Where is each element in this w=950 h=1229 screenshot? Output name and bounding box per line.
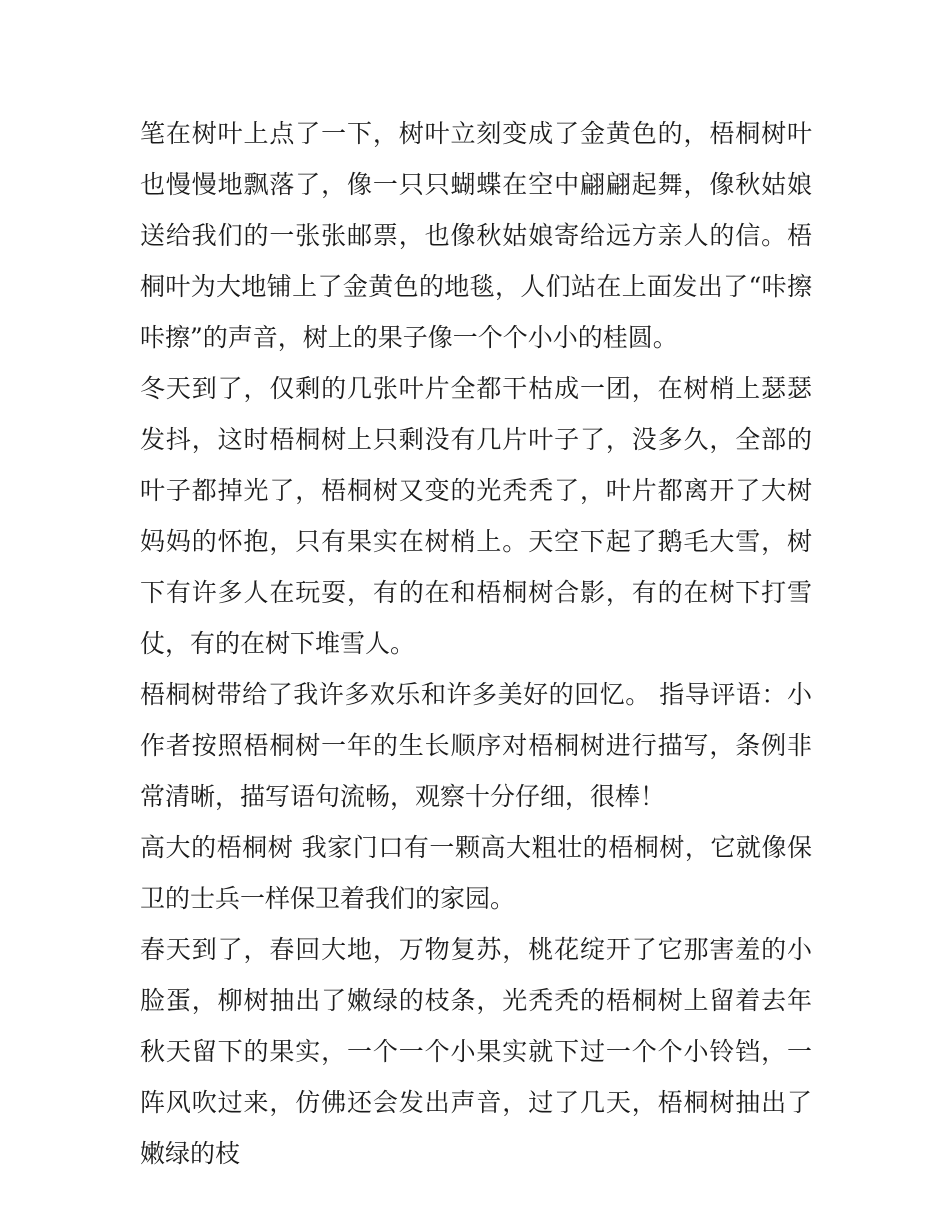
paragraph-comment: 梧桐树带给了我许多欢乐和许多美好的回忆。 指导评语：小作者按照梧桐树一年的生长顺序对梧桐树进行描写，条例非常清晰，描写语句流畅，观察十分仔细，很棒！ — [140, 680, 812, 811]
paragraph-essay-title-intro: 高大的梧桐树 我家门口有一颗高大粗壮的梧桐树，它就像保卫的士兵一样保卫着我们的家园。 — [140, 833, 812, 913]
paragraph-spring: 春天到了，春回大地，万物复苏，桃花绽开了它那害羞的小脸蛋，柳树抽出了嫩绿的枝条，光秃秃的梧桐树上留着去年秋天留下的果实，一个一个小果实就下过一个个小铃铛，一阵风吹过来，仿佛还会发出声音，过了几天，梧桐树抽出了嫩绿的枝 — [140, 935, 812, 1168]
document-body — [140, 108, 812, 1179]
paragraph-autumn: 笔在树叶上点了一下，树叶立刻变成了金黄色的，梧桐树叶也慢慢地飘落了，像一只只蝴蝶在空中翩翩起舞，像秋姑娘送给我们的一张张邮票，也像秋姑娘寄给远方亲人的信。梧桐叶为大地铺上了金黄色的地毯，人们站在上面发出了“咔擦咔擦”的声音，树上的果子像一个个小小的桂圆。 — [140, 119, 812, 352]
paragraph-winter: 冬天到了，仅剩的几张叶片全都干枯成一团，在树梢上瑟瑟发抖，这时梧桐树上只剩没有几片叶子了，没多久，全部的叶子都掉光了，梧桐树又变的光秃秃了，叶片都离开了大树妈妈的怀抱，只有果实在树梢上。天空下起了鹅毛大雪，树下有许多人在玩耍，有的在和梧桐树合影，有的在树下打雪仗，有的在树下堆雪人。 — [140, 374, 812, 658]
